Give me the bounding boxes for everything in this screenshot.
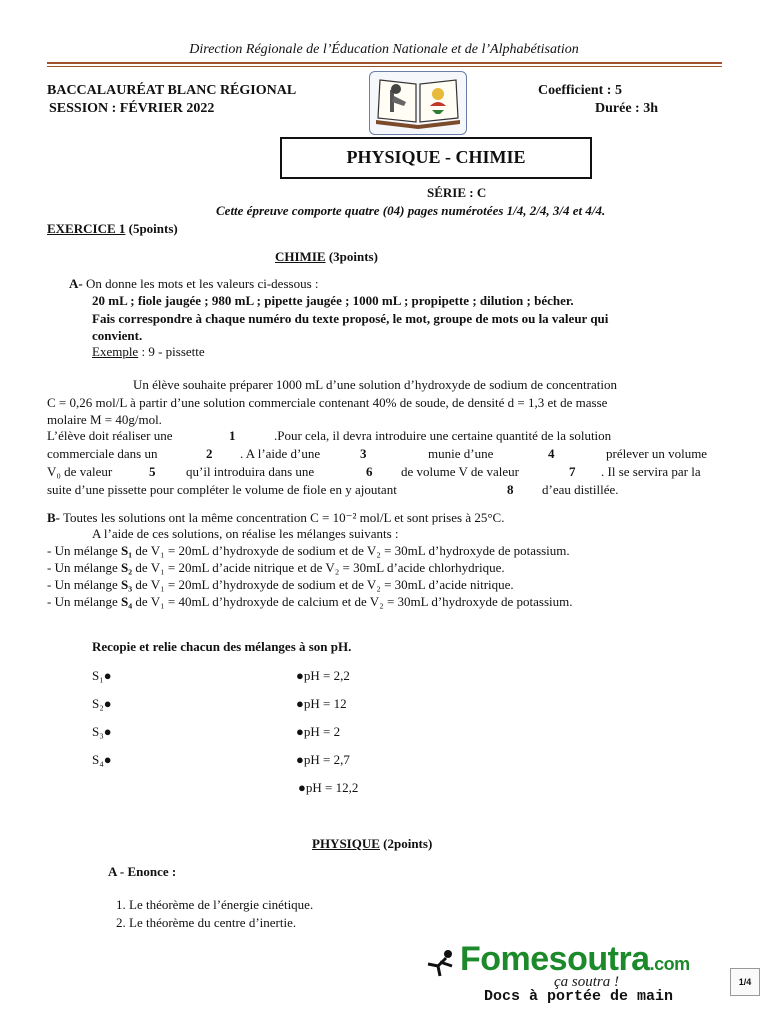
text-line-7a: suite d’une pissette pour compléter le volume de fiole en y ajoutant: [47, 482, 397, 497]
ph-right-item: ●pH = 2: [296, 724, 341, 739]
brand-slogan: ça soutra !: [554, 974, 619, 990]
blank-6: 6: [366, 464, 373, 479]
mix-description: de V₁ = 40mL d’hydroxyde de calcium et de V₂ = 30mL d’hydroxyde de potassium.: [132, 594, 573, 609]
part-a-intro: [69, 276, 318, 292]
mix-name: S₂: [121, 560, 133, 575]
mix-left-item: S₃●: [92, 724, 112, 739]
runner-icon: [420, 948, 460, 978]
exam-session: SESSION : FÉVRIER 2022: [49, 101, 215, 116]
mix-prefix: - Un mélange: [47, 594, 122, 609]
exercise-points: (5points): [128, 221, 178, 236]
exercise-heading: [47, 221, 178, 237]
mix-description: de V₁ = 20mL d’hydroxyde de sodium et de V₂ = 30mL d’hydroxyde de potassium.: [132, 543, 570, 558]
institution-header: Direction Régionale de l’Éducation Nationale et de l’Alphabétisation: [189, 42, 579, 57]
mix-name: S₃: [121, 577, 133, 592]
brand-suffix: .com: [649, 954, 690, 974]
physique-heading: [312, 836, 432, 852]
part-a-intro-text: On donne les mots et les valeurs ci-dessous :: [85, 276, 319, 291]
brand-name: Fomesoutra: [460, 940, 650, 978]
part-b-label: B-: [47, 510, 60, 525]
serie: SÉRIE : C: [427, 185, 487, 200]
physique-item: 1. Le théorème de l’énergie cinétique.: [116, 897, 314, 912]
text-line-2: C = 0,26 mol/L à partir d’une solution commerciale contenant 40% de soude, de densité d = 1,3 et de masse: [47, 395, 608, 410]
mix-line: [47, 577, 514, 593]
open-book-icon: [370, 72, 466, 134]
subject-title-box: [280, 137, 592, 179]
mix-line: [47, 594, 573, 610]
ph-right-item: ●pH = 2,7: [296, 752, 350, 767]
header-rule-thin: [47, 66, 722, 67]
text-line-5a: commerciale dans un: [47, 446, 158, 461]
word-list: 20 mL ; fiole jaugée ; 980 mL ; pipette jaugée ; 1000 mL ; propipette ; dilution ; bécher.: [92, 293, 574, 308]
part-b-intro-2: A l’aide de ces solutions, on réalise les mélanges suivants :: [92, 526, 399, 541]
text-line-6a: V₀ de valeur: [47, 464, 113, 479]
mix-left-item: S₂●: [92, 696, 112, 711]
blank-4: 4: [548, 446, 555, 461]
ministry-logo: [369, 71, 467, 135]
text-line-6b: qu’il introduira dans une: [186, 464, 315, 479]
blank-1: 1: [229, 428, 236, 443]
text-line-5c: munie d’une: [428, 446, 494, 461]
example: [92, 344, 205, 360]
instruction-line-2: convient.: [92, 328, 143, 343]
physique-points: (2points): [383, 836, 433, 851]
mix-prefix: - Un mélange: [47, 543, 122, 558]
blank-2: 2: [206, 446, 213, 461]
blank-7: 7: [569, 464, 576, 479]
mix-prefix: - Un mélange: [47, 560, 122, 575]
text-line-1: Un élève souhaite préparer 1000 mL d’une solution d’hydroxyde de sodium de concentration: [133, 377, 617, 392]
page-number: 1/4: [730, 968, 760, 996]
mix-prefix: - Un mélange: [47, 577, 122, 592]
ph-right-item: ●pH = 12,2: [298, 780, 359, 795]
blank-5: 5: [149, 464, 156, 479]
pages-note: Cette épreuve comporte quatre (04) pages numérotées 1/4, 2/4, 3/4 et 4/4.: [216, 203, 606, 218]
instruction-line-1: Fais correspondre à chaque numéro du texte proposé, le mot, groupe de mots ou la valeur qui: [92, 311, 609, 326]
example-label: Exemple: [92, 344, 139, 359]
duration: Durée : 3h: [595, 101, 658, 116]
exam-name: BACCALAURÉAT BLANC RÉGIONAL: [47, 83, 297, 98]
mix-line: [47, 560, 505, 576]
text-line-6c: de volume V de valeur: [401, 464, 519, 479]
subject-title: PHYSIQUE - CHIMIE: [346, 147, 526, 167]
blank-3: 3: [360, 446, 367, 461]
ph-right-item: ●pH = 2,2: [296, 668, 350, 683]
match-instruction: Recopie et relie chacun des mélanges à son pH.: [92, 639, 352, 654]
mix-description: de V₁ = 20mL d’acide nitrique et de V₂ = 30mL d’acide chlorhydrique.: [132, 560, 505, 575]
ph-right-item: ●pH = 12: [296, 696, 347, 711]
brand-tagline: Docs à portée de main: [484, 988, 674, 1005]
text-line-5b: . A l’aide d’une: [240, 446, 321, 461]
text-line-5d: prélever un volume: [606, 446, 708, 461]
blank-8: 8: [507, 482, 514, 497]
header-rule: [47, 62, 722, 64]
text-line-7b: d’eau distillée.: [542, 482, 619, 497]
text-line-6d: . Il se servira par la: [601, 464, 701, 479]
chimie-heading: [275, 249, 378, 265]
text-line-4a: L’élève doit réaliser une: [47, 428, 173, 443]
mix-line: [47, 543, 570, 559]
part-b-intro-text: Toutes les solutions ont la même concentration C = 10⁻² mol/L et sont prises à 25°C.: [63, 510, 505, 525]
fomesoutra-watermark: [418, 938, 748, 1014]
mix-left-item: S₁●: [92, 668, 112, 683]
exercise-title: EXERCICE 1: [47, 221, 126, 236]
example-value: : 9 - pissette: [141, 344, 205, 359]
physique-title: PHYSIQUE: [312, 836, 380, 851]
part-b-intro: [47, 510, 504, 526]
text-line-3: molaire M = 40g/mol.: [47, 412, 162, 427]
part-a-label: A-: [69, 276, 83, 291]
mix-name: S₁: [121, 543, 133, 558]
coefficient: Coefficient : 5: [538, 83, 622, 98]
chimie-title: CHIMIE: [275, 249, 326, 264]
text-line-4b: .Pour cela, il devra introduire une certaine quantité de la solution: [274, 428, 612, 443]
physique-part-a: A - Enonce :: [108, 864, 177, 879]
mix-left-item: S₄●: [92, 752, 112, 767]
chimie-points: (3points): [328, 249, 378, 264]
mix-name: S₄: [121, 594, 133, 609]
physique-item: 2. Le théorème du centre d’inertie.: [116, 915, 297, 930]
mix-description: de V₁ = 20mL d’hydroxyde de sodium et de V₂ = 30mL d’acide nitrique.: [132, 577, 514, 592]
